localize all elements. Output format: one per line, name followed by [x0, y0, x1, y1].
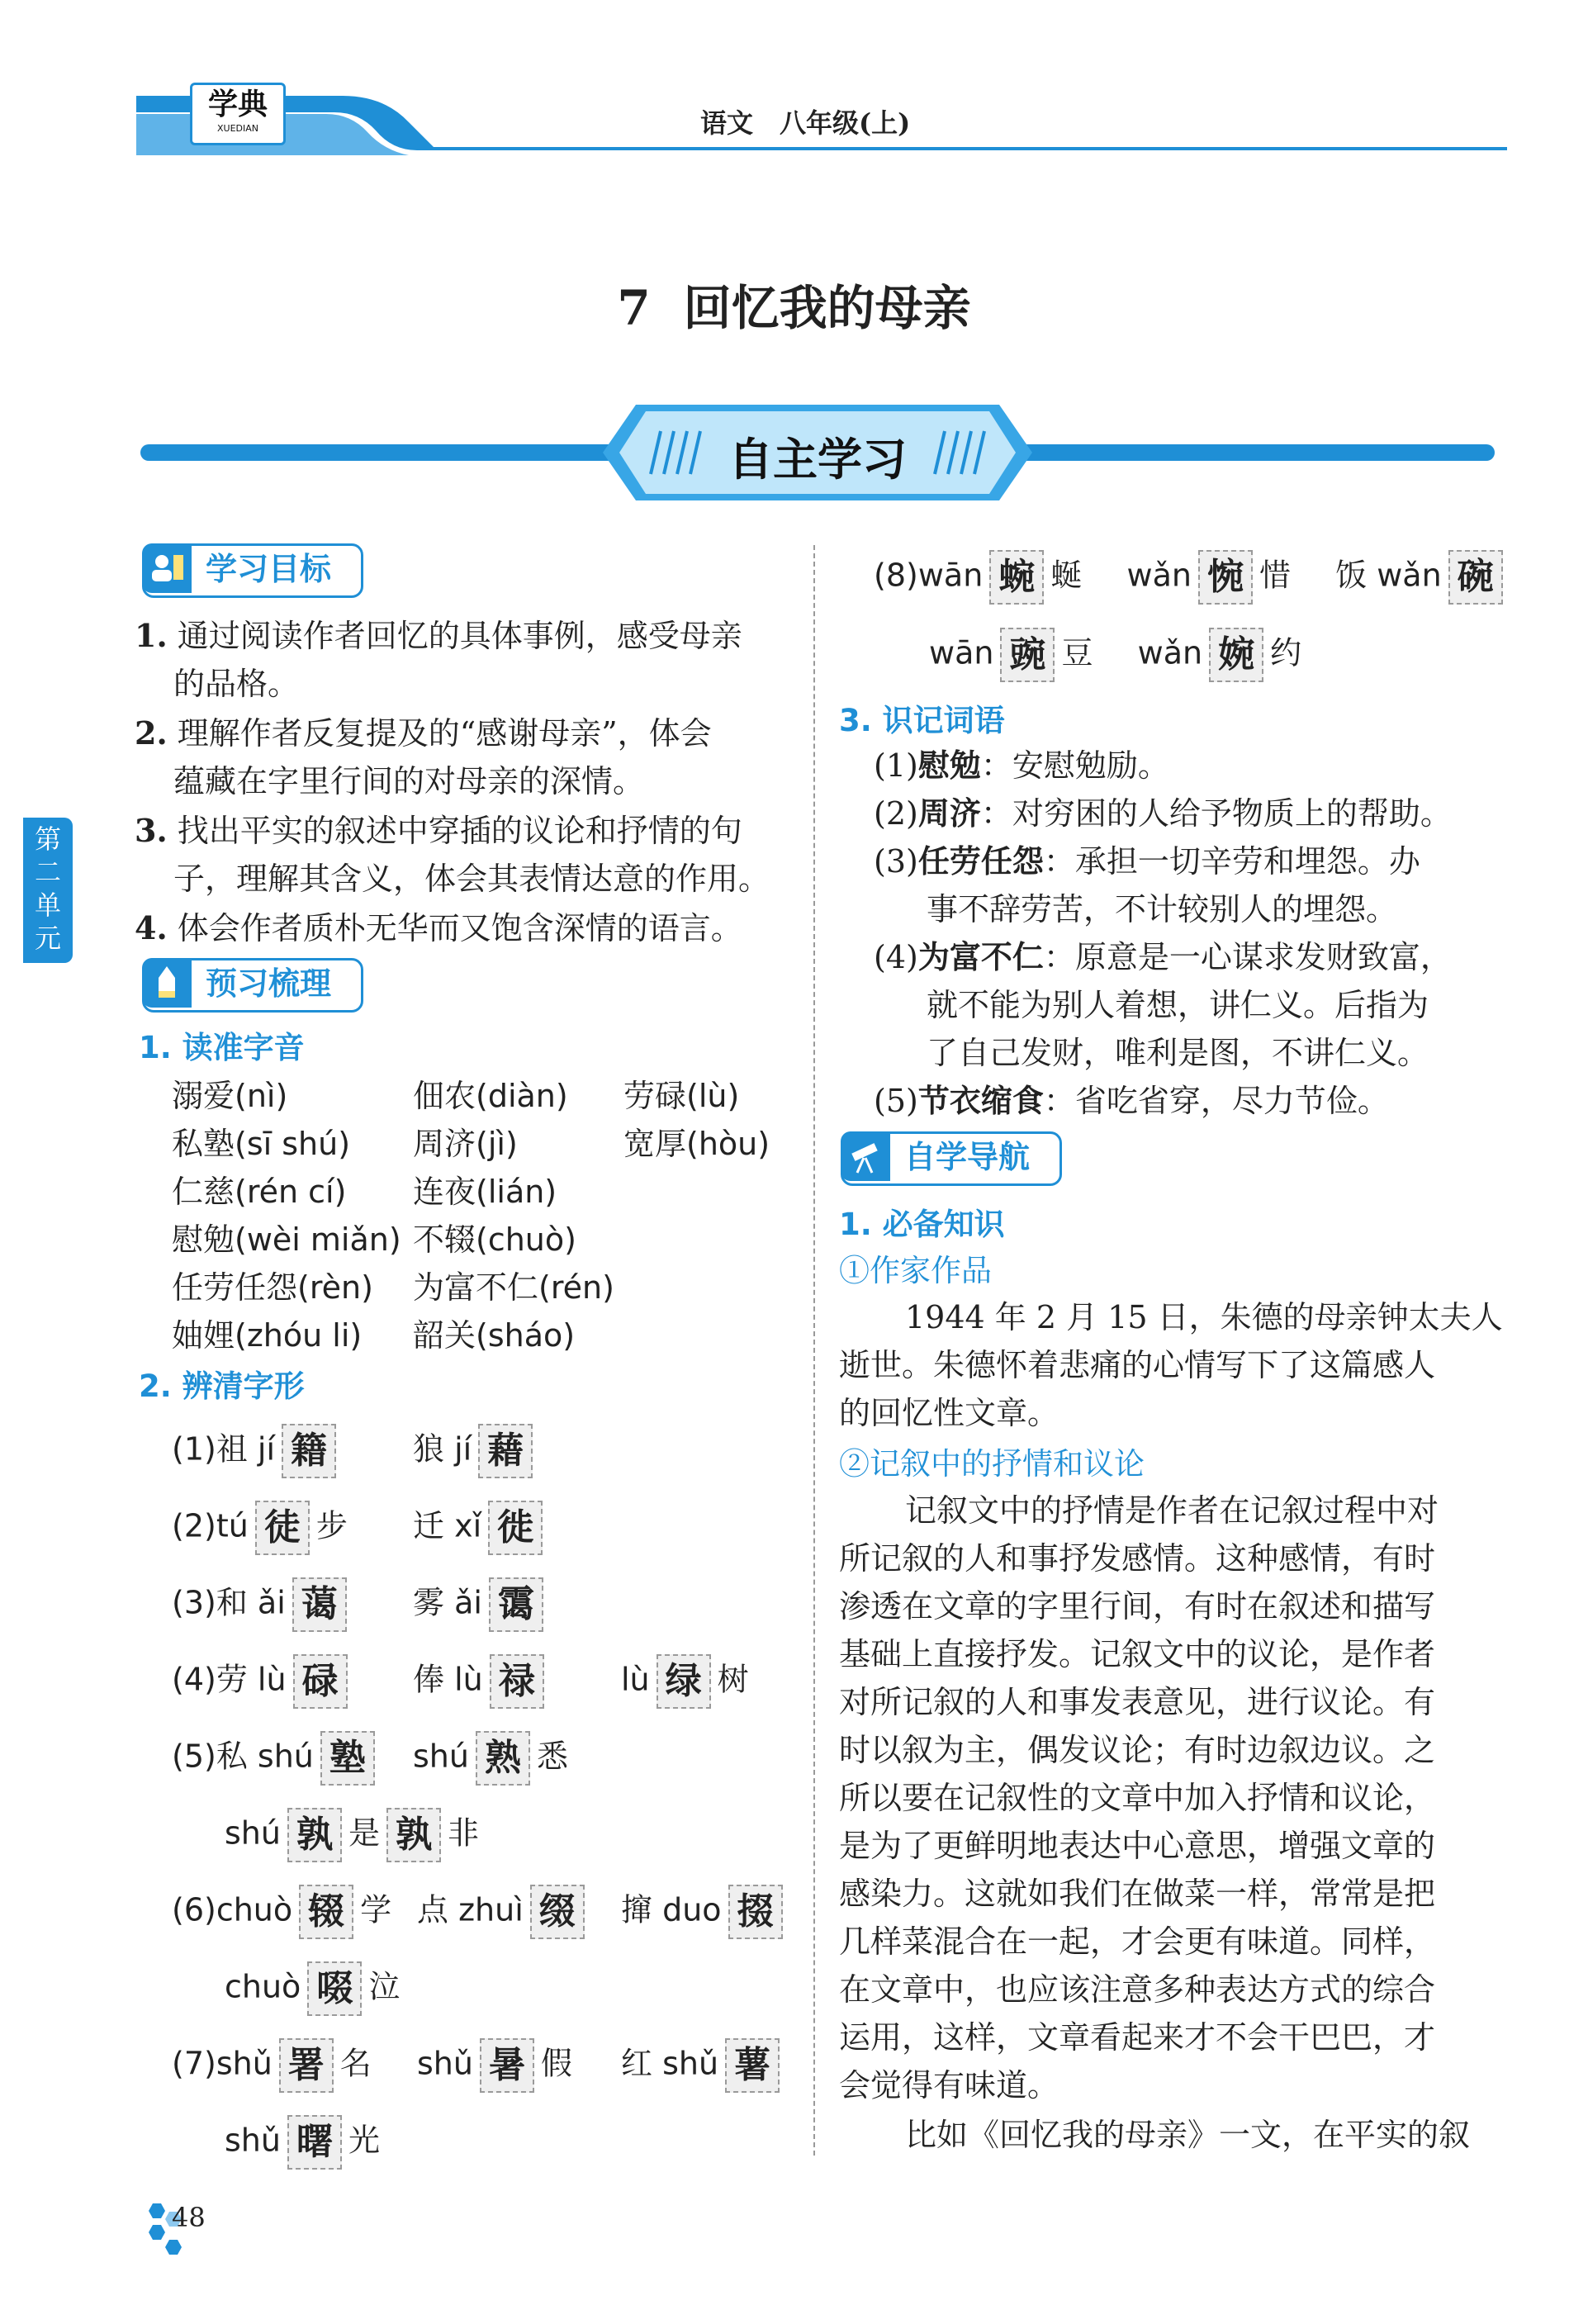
para2-line7: 所以要在记叙性的文章中加入抒情和议论， [839, 1780, 1436, 1816]
page-number: 48 [172, 2202, 206, 2233]
shape-row-4b: 俸 lù 禄 [413, 1654, 551, 1709]
shape-row-8: (8)wān 蜿 蜒 wǎn 惋 惜 饭 wǎn 碗 [874, 550, 1510, 605]
shape-row-3: (3)和 ǎi 蔼 [172, 1577, 353, 1632]
para2-line3: 渗透在文章的字里行间，有时在叙述和描写 [839, 1588, 1436, 1624]
word-2: (2)周济：对穷困的人给予物质上的帮助。 [874, 794, 1452, 832]
para2-line11: 在文章中，也应该注意多种表达方式的综合 [839, 1971, 1436, 2008]
para2-line8: 是为了更鲜明地表达中心意思，增强文章的 [839, 1828, 1436, 1864]
shape-row-3b: 雾 ǎi 霭 [413, 1577, 550, 1632]
shape-row-1b: 狼 jí 藉 [413, 1424, 539, 1478]
logo-cn: 学典 [207, 87, 268, 121]
pron-2-2: 周济(jì) [413, 1126, 518, 1162]
shape-row-7c: 红 shǔ 薯 [621, 2038, 786, 2093]
goal-1-line2: 的品格。 [173, 666, 300, 702]
shape-row-8b: wān 豌 豆 wǎn 婉 约 [929, 628, 1301, 682]
shape-row-4c: lù 绿 树 [621, 1654, 749, 1709]
lesson-number: 7 [617, 280, 651, 336]
word-4-cont2: 了自己发财，唯利是图，不讲仁义。 [927, 1035, 1429, 1071]
preview-label: 预习梳理 [206, 965, 332, 1002]
shape-row-7: (7)shǔ 署 名 [172, 2038, 372, 2093]
distinguish-shape-title: 2. 辨清字形 [139, 1368, 305, 1404]
preview-header [142, 958, 363, 1013]
para2-line4: 基础上直接抒发。记叙文中的议论，是作者 [839, 1636, 1436, 1672]
goals-label: 学习目标 [206, 551, 332, 587]
pron-5-1: 任劳任怨(rèn) [172, 1269, 373, 1306]
pron-2-1: 私塾(sī shú) [172, 1126, 351, 1162]
knowledge-title: 1. 必备知识 [839, 1207, 1005, 1242]
goal-2-line2: 蕴藏在字里行间的对母亲的深情。 [173, 763, 645, 799]
para2-line2: 所记叙的人和事抒发感情。这种感情，有时 [839, 1540, 1436, 1577]
pron-3-1: 仁慈(rén cí) [172, 1174, 347, 1210]
para1-line3: 的回忆性文章。 [839, 1395, 1059, 1431]
shape-row-5: (5)私 shú 塾 [172, 1731, 382, 1786]
pron-3-2: 连夜(lián) [413, 1174, 557, 1210]
lesson-title [0, 269, 1588, 339]
pron-4-1: 慰勉(wèi miǎn) [172, 1221, 401, 1258]
student-icon [142, 543, 192, 593]
pron-2-3: 宽厚(hòu) [623, 1126, 770, 1162]
shape-row-2b: 迁 xǐ 徙 [413, 1501, 549, 1555]
logo [190, 83, 286, 145]
shape-row-1: (1)祖 jí 籍 [172, 1424, 343, 1478]
goal-4-line1: 4. 体会作者质朴无华而又饱含深情的语言。 [135, 909, 742, 946]
goal-2-line1: 2. 理解作者反复提及的“感谢母亲”，体会 [135, 714, 712, 752]
nav-label: 自学导航 [904, 1139, 1031, 1175]
pron-5-2: 为富不仁(rén) [413, 1269, 614, 1306]
shape-row-6c: 撺 duo 掇 [621, 1885, 789, 1939]
word-3: (3)任劳任怨：承担一切辛劳和埋怨。办 [874, 842, 1420, 880]
goal-1-line1: 1. 通过阅读作者回忆的具体事例，感受母亲 [135, 617, 742, 654]
shape-row-5b: shú 熟 悉 [413, 1731, 568, 1786]
pron-1-3: 劳碌(lù) [623, 1078, 740, 1114]
shape-row-6: (6)chuò 辍 学 [172, 1885, 391, 1939]
para2-line5: 对所记叙的人和事发表意见，进行议论。有 [839, 1684, 1436, 1720]
para1-line2: 逝世。朱德怀着悲痛的心情写下了这篇感人 [839, 1347, 1436, 1383]
shape-row-6b: 点 zhuì 缀 [417, 1885, 591, 1939]
pron-1-1: 溺爱(nì) [172, 1078, 288, 1114]
goals-header [142, 543, 363, 598]
pencil-icon [142, 958, 192, 1008]
para2-line12: 运用，这样，文章看起来才不会干巴巴，才 [839, 2019, 1436, 2056]
author-works-subtitle: ①作家作品 [839, 1253, 992, 1288]
word-4-cont: 就不能为别人着想，讲仁义。后指为 [927, 987, 1429, 1023]
para2-line10: 几样菜混合在一起，才会更有味道。同样， [839, 1923, 1436, 1960]
pron-4-2: 不辍(chuò) [413, 1221, 576, 1258]
word-5: (5)节衣缩食：省吃省穿，尽力节俭。 [874, 1082, 1389, 1119]
shape-row-5c: shú 孰 是 孰 非 [225, 1808, 479, 1862]
goal-3-line2: 子，理解其含义，体会其表情达意的作用。 [173, 861, 770, 897]
goal-3-line1: 3. 找出平实的叙述中穿插的议论和抒情的句 [135, 812, 742, 849]
lesson-title-text: 回忆我的母亲 [683, 280, 971, 336]
pron-6-2: 韶关(sháo) [413, 1317, 576, 1354]
shape-row-7b: shǔ 暑 假 [417, 2038, 572, 2093]
column-divider [813, 545, 815, 2156]
telescope-icon [841, 1131, 890, 1181]
narration-subtitle: ②记叙中的抒情和议论 [839, 1446, 1145, 1482]
word-1: (1)慰勉：安慰勉励。 [874, 747, 1169, 784]
logo-en: XUEDIAN [216, 123, 258, 134]
word-4: (4)为富不仁：原意是一心谋求发财致富， [874, 938, 1452, 975]
shape-row-2: (2)tú 徒 步 [172, 1501, 348, 1555]
para2-line9: 感染力。这就如我们在做菜一样，常常是把 [839, 1876, 1436, 1912]
para2-line1: 记叙文中的抒情是作者在记叙过程中对 [905, 1492, 1439, 1529]
section-banner-label: 自主学习 [728, 434, 907, 486]
shape-row-6d: chuò 啜 泣 [225, 1961, 400, 2016]
para2-line13: 会觉得有味道。 [839, 2067, 1059, 2103]
pron-1-2: 佃农(diàn) [413, 1078, 568, 1114]
word-3-cont: 事不辞劳苦，不计较别人的埋怨。 [927, 891, 1398, 927]
nav-header [841, 1131, 1062, 1186]
shape-row-4: (4)劳 lù 碌 [172, 1654, 354, 1709]
shape-row-7d: shǔ 曙 光 [225, 2115, 380, 2170]
header-subject: 语文 八年级(上) [700, 107, 911, 139]
words-title: 3. 识记词语 [839, 703, 1005, 738]
para1-line1: 1944 年 2 月 15 日，朱德的母亲钟太夫人 [905, 1299, 1503, 1335]
unit-side-tab: 第 二 单 元 [23, 818, 73, 963]
pron-6-1: 妯娌(zhóu li) [172, 1317, 363, 1354]
para2-line6: 时以叙为主，偶发议论；有时边叙边议。之 [839, 1732, 1436, 1768]
read-pronunciation-title: 1. 读准字音 [139, 1030, 305, 1065]
para3-line1: 比如《回忆我的母亲》一文，在平实的叙 [905, 2117, 1471, 2153]
